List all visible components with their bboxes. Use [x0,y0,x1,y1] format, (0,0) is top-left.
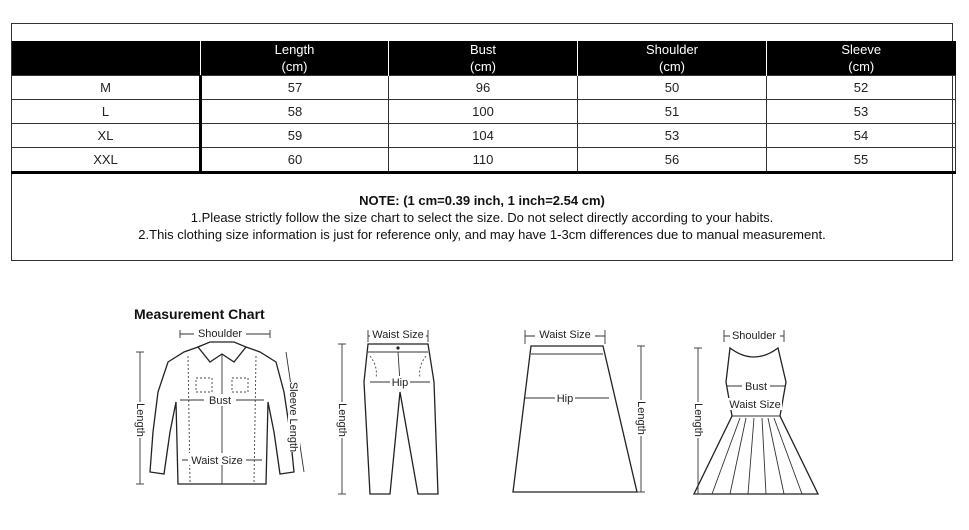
shirt-bust-label: Bust [208,395,232,407]
length-cell: 60 [201,148,389,173]
measurement-chart-title: Measurement Chart [134,306,265,322]
header-corner [12,41,201,76]
size-cell: XXL [12,148,201,173]
pants-hip-label: Hip [391,377,409,389]
size-cell: L [12,100,201,124]
skirt-hip-label: Hip [556,393,574,405]
shirt-diagram [128,322,308,492]
shoulder-cell: 50 [578,76,767,100]
size-cell: XL [12,124,201,148]
header-length: Length (cm) [201,41,389,76]
sleeve-cell: 52 [767,76,956,100]
header-bust: Bust (cm) [389,41,578,76]
shirt-waist-label: Waist Size [191,455,243,467]
note-block [11,192,953,243]
bust-cell: 100 [389,100,578,124]
dress-waist-label: Waist Size [729,399,781,411]
table-row [12,124,956,148]
header-shoulder: Shoulder (cm) [578,41,767,76]
bust-cell: 96 [389,76,578,100]
shirt-shoulder-label: Shoulder [197,328,243,340]
dress-shoulder-label: Shoulder [731,330,777,342]
length-cell: 59 [201,124,389,148]
bust-cell: 104 [389,124,578,148]
shoulder-cell: 56 [578,148,767,173]
sleeve-cell: 55 [767,148,956,173]
shoulder-cell: 51 [578,100,767,124]
size-table [11,41,956,174]
shoulder-cell: 53 [578,124,767,148]
pants-diagram [330,322,450,502]
dress-length-label: Length [692,403,704,437]
note-line-2: 2.This clothing size information is just for reference only, and may have 1-3cm differences due to manual measurement. [138,227,826,242]
note-line-1: 1.Please strictly follow the size chart to select the size. Do not select directly according to your habits. [190,210,774,225]
shirt-length-label: Length [134,403,146,437]
pants-length-label: Length [336,403,348,437]
table-row [12,148,956,173]
note-title: NOTE: (1 cm=0.39 inch, 1 inch=2.54 cm) [359,193,605,208]
skirt-diagram [505,322,655,502]
table-row [12,76,956,100]
table-row [12,100,956,124]
skirt-length-label: Length [635,401,647,435]
dress-bust-label: Bust [744,381,768,393]
shirt-sleeve-label: Sleeve Length [287,381,299,453]
sleeve-cell: 53 [767,100,956,124]
length-cell: 57 [201,76,389,100]
length-cell: 58 [201,100,389,124]
skirt-waist-label: Waist Size [539,329,591,341]
bust-cell: 110 [389,148,578,173]
size-cell: M [12,76,201,100]
table-header-row [12,41,956,76]
pants-waist-label: Waist Size [372,329,424,341]
header-sleeve: Sleeve (cm) [767,41,956,76]
dress-diagram [686,322,826,502]
sleeve-cell: 54 [767,124,956,148]
